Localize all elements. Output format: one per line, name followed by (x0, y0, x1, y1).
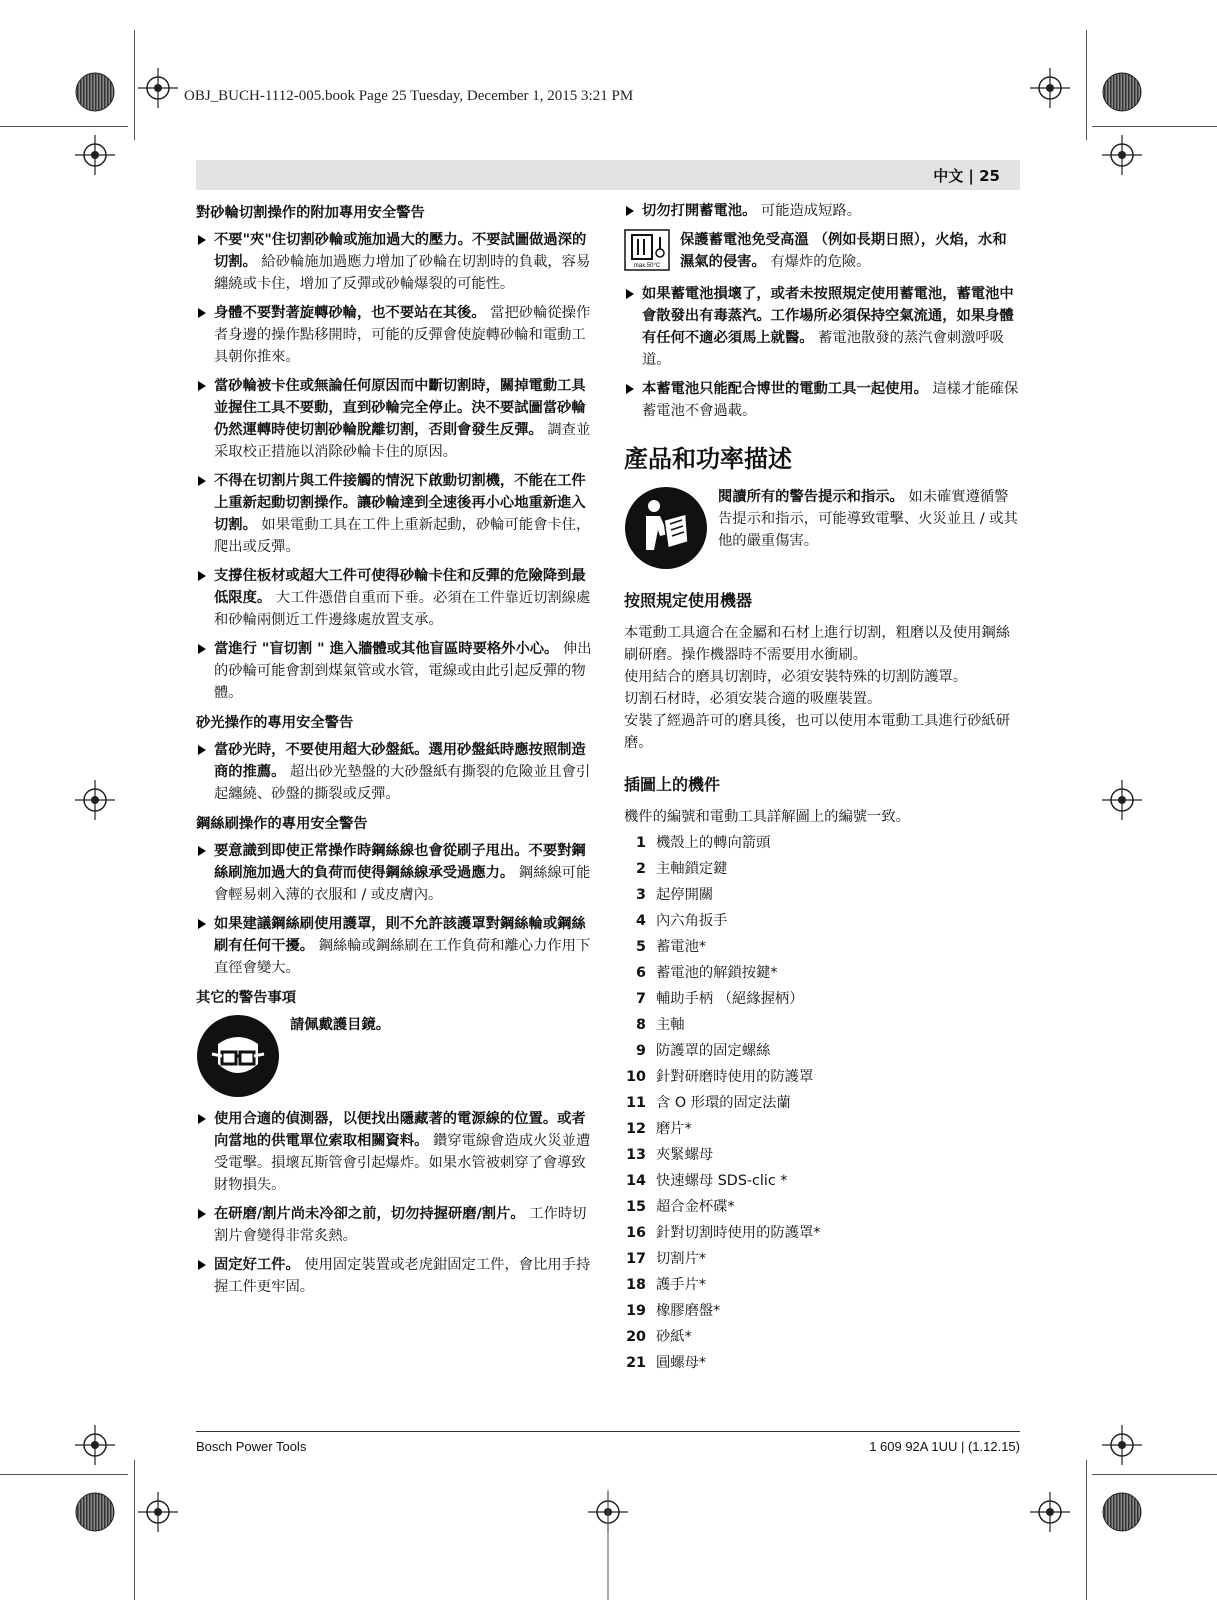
part-label: 內六角扳手 (656, 913, 728, 929)
section-title: 對砂輪切割操作的附加專用安全警告 (196, 205, 425, 221)
list-item (624, 882, 1020, 908)
left-column (196, 200, 592, 1305)
color-dial-icon (1103, 73, 1141, 111)
part-label: 超合金杯碟* (656, 1199, 735, 1215)
list-item (624, 1064, 1020, 1090)
battery-heat-text: 保護蓄電池免受高溫 （例如長期日照），火焰，水和濕氣的侵害。 有爆炸的危險。 (680, 232, 1007, 270)
part-number: 15 (626, 1199, 646, 1215)
list-item (624, 1272, 1020, 1298)
registration-cross-icon (75, 780, 115, 820)
color-dial-icon (1103, 1493, 1141, 1531)
part-label: 磨片* (656, 1121, 692, 1137)
part-label: 夾緊螺母 (656, 1147, 714, 1163)
right-column (624, 200, 1020, 1376)
page-number: 中文 | 25 (933, 167, 1000, 185)
part-label: 圓螺母* (656, 1355, 707, 1371)
battery-icon-label: max.50°C (633, 263, 661, 269)
part-number: 1 (636, 835, 646, 851)
section-heading: 按照規定使用機器 (624, 591, 753, 610)
section-title: 鋼絲刷操作的專用安全警告 (196, 816, 368, 832)
paragraph: 使用結合的磨具切割時，必須安裝特殊的切割防護罩。 (624, 669, 968, 685)
warning-item: 支撐住板材或超大工件可使得砂輪卡住和反彈的危險降到最低限度。 大工件憑借自重而下垂。必須在工件靠近切割線處和砂輪兩側近工件邊緣處放置支承。 (196, 565, 592, 631)
part-number: 10 (626, 1069, 646, 1085)
registration-cross-icon (1102, 1425, 1142, 1465)
part-label: 針對研磨時使用的防護罩 (656, 1069, 814, 1085)
part-number: 9 (636, 1043, 646, 1059)
battery-heat-warning (624, 229, 1020, 273)
section-heading: 插圖上的機件 (624, 775, 721, 794)
list-item (624, 1324, 1020, 1350)
part-label: 含 O 形環的固定法蘭 (656, 1095, 791, 1111)
part-number: 18 (626, 1277, 646, 1293)
section-title: 砂光操作的專用安全警告 (196, 715, 354, 731)
part-label: 蓄電池的解鎖按鍵* (656, 965, 778, 981)
part-number: 8 (636, 1017, 646, 1033)
warning-item: 身體不要對著旋轉砂輪，也不要站在其後。 當把砂輪從操作者身邊的操作點移開時，可能的反彈會使旋轉砂輪和電動工具朝你推來。 (196, 302, 592, 368)
bullet-arrow-icon (198, 1114, 206, 1124)
part-number: 14 (626, 1173, 646, 1189)
read-manual-icon (624, 486, 708, 570)
warning-item: 本蓄電池只能配合博世的電動工具一起使用。 這樣才能確保蓄電池不會過載。 (624, 378, 1020, 422)
part-number: 4 (636, 913, 646, 929)
warning-item: 要意識到即使正常操作時鋼絲線也會從刷子甩出。不要對鋼絲刷施加過大的負荷而使得鋼絲線承受過應力。 鋼絲線可能會輕易刺入薄的衣服和 / 或皮膚內。 (196, 840, 592, 906)
warning-item: 不要"夾"住切割砂輪或施加過大的壓力。不要試圖做過深的切割。 給砂輪施加過應力增加了砂輪在切割時的負載，容易纏繞或卡住，增加了反彈或砂輪爆裂的可能性。 (196, 229, 592, 295)
list-item (624, 908, 1020, 934)
bullet-arrow-icon (626, 289, 634, 299)
battery-temperature-icon (624, 229, 670, 271)
paragraph: 安裝了經過許可的磨具後，也可以使用本電動工具進行砂紙研磨。 (624, 713, 1011, 751)
registration-cross-icon (1030, 1492, 1070, 1532)
list-item (624, 934, 1020, 960)
list-item (624, 830, 1020, 856)
part-label: 主軸 (656, 1017, 685, 1033)
part-number: 6 (636, 965, 646, 981)
part-number: 21 (626, 1355, 646, 1371)
print-slug: OBJ_BUCH-1112-005.book Page 25 Tuesday, December 1, 2015 3:21 PM (184, 88, 634, 104)
list-item (624, 1194, 1020, 1220)
footer-rule (196, 1431, 1020, 1432)
registration-cross-icon (138, 68, 178, 108)
bullet-arrow-icon (626, 206, 634, 216)
bullet-arrow-icon (198, 644, 206, 654)
warning-item: 固定好工件。 使用固定裝置或老虎鉗固定工件，會比用手持握工件更牢固。 (196, 1254, 592, 1298)
warning-item: 使用合適的偵測器，以便找出隱藏著的電源線的位置。或者向當地的供電單位索取相關資料。 鑽穿電線會造成火災並遭受電擊。損壞瓦斯管會引起爆炸。如果水管被刺穿了會導致財物損失。 (196, 1108, 592, 1196)
part-number: 3 (636, 887, 646, 903)
footer-brand: Bosch Power Tools (196, 1439, 307, 1454)
warning-item: 當進行 "盲切割 " 進入牆體或其他盲區時要格外小心。 伸出的砂輪可能會割到煤氣管或水管，電線或由此引起反彈的物體。 (196, 638, 592, 704)
warning-item: 不得在切割片與工件接觸的情況下啟動切割機，不能在工件上重新起動切割操作。讓砂輪達到全速後再小心地重新進入切割。 如果電動工具在工件上重新起動，砂輪可能會卡住，爬出或反彈。 (196, 470, 592, 558)
registration-cross-icon (1102, 780, 1142, 820)
list-item (624, 1090, 1020, 1116)
list-item (624, 856, 1020, 882)
part-number: 16 (626, 1225, 646, 1241)
list-item (624, 1220, 1020, 1246)
bullet-arrow-icon (198, 1260, 206, 1270)
part-label: 起停開關 (656, 887, 714, 903)
part-number: 13 (626, 1147, 646, 1163)
paragraph: 切割石材時，必須安裝合適的吸塵裝置。 (624, 691, 882, 707)
warning-item: 如果建議鋼絲刷使用護罩，則不允許該護罩對鋼絲輪或鋼絲刷有任何干擾。 鋼絲輪或鋼絲刷在工作負荷和離心力作用下直徑會變大。 (196, 913, 592, 979)
list-item (624, 1350, 1020, 1376)
list-item (624, 986, 1020, 1012)
section-title: 其它的警告事項 (196, 990, 297, 1006)
part-number: 17 (626, 1251, 646, 1267)
part-label: 機殼上的轉向箭頭 (656, 835, 771, 851)
part-number: 12 (626, 1121, 646, 1137)
parts-list (624, 830, 1020, 1376)
part-label: 針對切割時使用的防護罩* (656, 1225, 821, 1241)
bullet-arrow-icon (198, 1209, 206, 1219)
registration-cross-icon (75, 135, 115, 175)
safety-goggles-icon (196, 1014, 280, 1098)
part-number: 2 (636, 861, 646, 877)
part-number: 7 (636, 991, 646, 1007)
list-item (624, 1168, 1020, 1194)
part-label: 輔助手柄 （絕緣握柄） (656, 991, 804, 1007)
part-number: 20 (626, 1329, 646, 1345)
goggles-text: 請佩戴護目鏡。 (290, 1017, 391, 1033)
part-label: 橡膠磨盤* (656, 1303, 721, 1319)
list-item (624, 1038, 1020, 1064)
bullet-arrow-icon (198, 381, 206, 391)
part-label: 砂紙* (656, 1329, 692, 1345)
part-label: 防護罩的固定螺絲 (656, 1043, 771, 1059)
warning-item: 切勿打開蓄電池。 可能造成短路。 (624, 200, 1020, 222)
warning-item: 如果蓄電池損壞了，或者未按照規定使用蓄電池，蓄電池中會散發出有毒蒸汽。工作場所必須保持空氣流通，如果身體有任何不適必須馬上就醫。 蓄電池散發的蒸汽會刺激呼吸道。 (624, 283, 1020, 371)
color-dial-icon (76, 73, 114, 111)
paragraph: 本電動工具適合在金屬和石材上進行切割，粗磨以及使用鋼絲刷研磨。操作機器時不需要用水衝刷。 (624, 625, 1011, 663)
part-label: 主軸鎖定鍵 (656, 861, 728, 877)
registration-cross-icon (1030, 68, 1070, 108)
color-dial-icon (76, 1493, 114, 1531)
read-manual-text: 閱讀所有的警告提示和指示。 如未確實遵循警告提示和指示，可能導致電擊、火災並且 / 或其他的嚴重傷害。 (718, 489, 1018, 549)
registration-cross-icon (138, 1492, 178, 1532)
read-manual-warning (624, 486, 1020, 570)
part-number: 11 (626, 1095, 646, 1111)
bullet-arrow-icon (198, 476, 206, 486)
part-label: 護手片* (656, 1277, 707, 1293)
footer-doc-number: 1 609 92A 1UU | (1.12.15) (869, 1439, 1020, 1454)
list-item (624, 1298, 1020, 1324)
part-label: 快速螺母 SDS-clic * (656, 1173, 788, 1189)
bullet-arrow-icon (198, 571, 206, 581)
warning-item: 在研磨/割片尚未冷卻之前，切勿持握研磨/割片。 工作時切割片會變得非常炙熱。 (196, 1203, 592, 1247)
warning-item: 當砂光時，不要使用超大砂盤紙。選用砂盤紙時應按照制造商的推薦。 超出砂光墊盤的大砂盤紙有撕裂的危險並且會引起纏繞、砂盤的撕裂或反彈。 (196, 739, 592, 805)
bullet-arrow-icon (626, 384, 634, 394)
registration-cross-icon (75, 1425, 115, 1465)
part-label: 切割片* (656, 1251, 707, 1267)
bullet-arrow-icon (198, 919, 206, 929)
part-number: 19 (626, 1303, 646, 1319)
bullet-arrow-icon (198, 846, 206, 856)
page-header (196, 160, 1020, 190)
part-number: 5 (636, 939, 646, 955)
part-label: 蓄電池* (656, 939, 707, 955)
goggles-warning (196, 1014, 592, 1098)
bullet-arrow-icon (198, 308, 206, 318)
registration-cross-icon (1102, 135, 1142, 175)
warning-item: 當砂輪被卡住或無論任何原因而中斷切割時，關掉電動工具並握住工具不要動，直到砂輪完全停止。決不要試圖當砂輪仍然運轉時使切割砂輪脫離切割，否則會發生反彈。 調查並采取校正措施以消除砂輪卡住的原因。 (196, 375, 592, 463)
list-item (624, 1116, 1020, 1142)
list-item (624, 1012, 1020, 1038)
parts-intro: 機件的編號和電動工具詳解圖上的編號一致。 (624, 809, 910, 825)
list-item (624, 960, 1020, 986)
bullet-arrow-icon (198, 745, 206, 755)
section-heading: 產品和功率描述 (624, 445, 792, 473)
bullet-arrow-icon (198, 235, 206, 245)
list-item (624, 1246, 1020, 1272)
list-item (624, 1142, 1020, 1168)
